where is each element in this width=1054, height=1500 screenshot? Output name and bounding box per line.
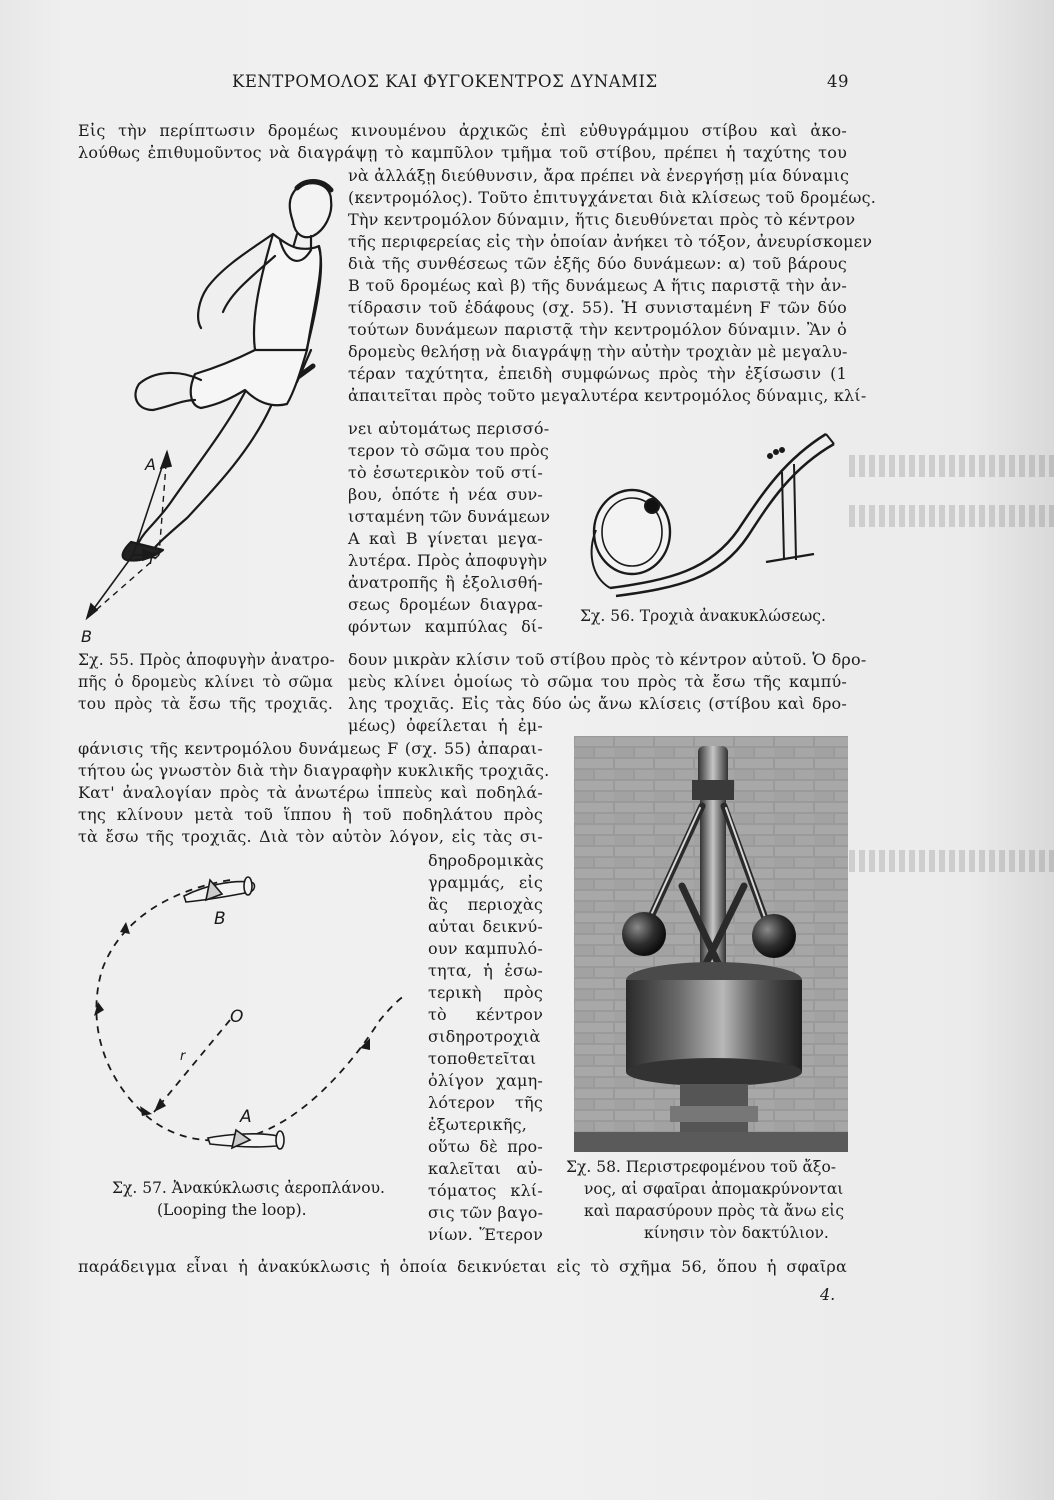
fig55-caption-line: πῆς ὁ δρομεὺς κλίνει τὸ σῶμα [78, 673, 333, 691]
fig55-caption-line: του πρὸς τὰ ἔσω τῆς τροχιᾶς. [78, 695, 333, 713]
text-line: διὰ τῆς συνθέσεως τῶν ἑξῆς δύο δυνάμεων: α) τοῦ βάρους [348, 254, 847, 273]
fig58-caption-line: κίνησιν τὸν δακτύλιον. [644, 1224, 829, 1242]
bleed-through-mark [849, 505, 1054, 527]
text-line: ὀλίγον χαμη- [428, 1071, 543, 1090]
text-line: ουν καμπυλό- [428, 939, 543, 958]
fig55-runner-illustration [75, 170, 335, 655]
fig57-caption-line: (Looping the loop). [157, 1201, 307, 1219]
text-line: ἐξωτερικῆς, [428, 1115, 528, 1134]
text-line: σιδηροτροχιὰ [428, 1027, 541, 1046]
text-line: σεως δρομέων διαγρα- [348, 595, 543, 614]
text-line: ἀπαιτεῖται πρὸς τοῦτο μεγαλυτέρα κεντρομόλος δύναμις, κλί- [348, 386, 867, 405]
text-line: Α καὶ Β γίνεται μεγα- [348, 529, 543, 548]
fig56-caption: Σχ. 56. Τροχιὰ ἀνακυκλώσεως. [580, 607, 826, 625]
text-line: τητα, ἡ ἐσω- [428, 961, 543, 980]
text-line: τὸ ἐσωτερικὸν τοῦ στί- [348, 463, 543, 482]
text-line: τῆς περιφερείας εἰς τὴν ὁποίαν ἀνήκει τὸ τόξον, ἀνευρίσκομεν [348, 232, 873, 251]
text-line: λυτέρα. Πρὸς ἀποφυγὴν [348, 551, 548, 570]
text-line: αὐται δεικνύ- [428, 917, 543, 936]
text-line: λης τροχιᾶς. Εἰς τὰς δύο ὡς ἄνω κλίσεις (στίβου καὶ δρο- [348, 694, 847, 713]
text-line: δηροδρομικὰς [428, 851, 544, 870]
fig58-governor-photo [574, 736, 848, 1152]
text-line: Κατ' ἀναλογίαν πρὸς τὰ ἀνωτέρω ἱππεὺς καὶ ποδηλά- [78, 783, 543, 802]
text-line: νίων. Ἕτερον [428, 1225, 543, 1244]
text-line: της κλίνουν μετὰ τοῦ ἵππου ἢ τοῦ ποδηλάτου πρὸς [78, 805, 543, 824]
text-line: Β τοῦ δρομέως καὶ β) τῆς δυνάμεως Α ἥτις παριστᾷ τὴν ἀν- [348, 276, 847, 295]
bleed-through-mark [849, 455, 1054, 477]
text-line: ἃς περιοχὰς [428, 895, 543, 914]
text-line: τούτων δυνάμεων παριστᾷ τὴν κεντρομόλον δύναμιν. Ἂν ὁ [348, 320, 847, 339]
text-line: βου, ὁπότε ἡ νέα συν- [348, 485, 543, 504]
bleed-through-mark [849, 850, 1054, 872]
signature-mark: 4. [820, 1285, 836, 1304]
text-line: δουν μικρὰν κλίσιν τοῦ στίβου πρὸς τὸ κέντρον αὐτοῦ. Ὁ δρο- [348, 650, 867, 669]
text-line: γραμμάς, εἰς [428, 873, 543, 892]
fig57-label-r: r [180, 1049, 186, 1064]
fig55-caption-line: Σχ. 55. Πρὸς ἀποφυγὴν ἀνατρο- [78, 651, 335, 669]
text-line: δρομεὺς θελήσῃ νὰ διαγράψῃ τὴν αὐτὴν τροχιὰν μὲ μεγαλυ- [348, 342, 848, 361]
fig57-label-b: B [214, 909, 226, 929]
text-line: ισταμένη τῶν δυνάμεων [348, 507, 551, 526]
text-line: τερικὴ πρὸς [428, 983, 543, 1002]
page-number: 49 [827, 72, 849, 91]
text-line: τερον τὸ σῶμα του πρὸς [348, 441, 550, 460]
text-line: Εἰς τὴν περίπτωσιν δρομέως κινουμένου ἀρχικῶς ἐπὶ εὐθυγράμμου στίβου καὶ ἀκο- [78, 121, 847, 140]
running-header: ΚΕΝΤΡΟΜΟΛΟΣ ΚΑΙ ΦΥΓΟΚΕΝΤΡΟΣ ΔΥΝΑΜΙΣ [232, 72, 658, 91]
fig58-caption-line: Σχ. 58. Περιστρεφομένου τοῦ ἄξο- [566, 1158, 837, 1176]
text-line: μέως) ὀφείλεται ἡ ἐμ- [348, 716, 543, 735]
text-line: τόματος κλί- [428, 1181, 543, 1200]
text-line: (κεντρομόλος). Τοῦτο ἐπιτυγχάνεται διὰ κλίσεως τοῦ δρομέως. [348, 188, 877, 207]
text-line: τίδρασιν τοῦ ἐδάφους (σχ. 55). Ἡ συνισταμένη F τῶν δύο [348, 298, 847, 317]
text-line: καλεῖται αὐ- [428, 1159, 543, 1178]
text-line: λούθως ἐπιθυμοῦντος νὰ διαγράψῃ τὸ καμπῦλον τμῆμα τοῦ στίβου, πρέπει ἡ ταχύτης του [78, 143, 847, 162]
text-line: τὰ ἔσω τῆς τροχιᾶς. Διὰ τὸν αὐτὸν λόγον, εἰς τὰς σι- [78, 827, 543, 846]
fig57-label-o: O [230, 1007, 244, 1027]
text-line: Τὴν κεντρομόλον δύναμιν, ἥτις διευθύνεται πρὸς τὸ κέντρον [348, 210, 856, 229]
fig55-label-a: A [145, 455, 156, 474]
text-line: παράδειγμα εἶναι ἡ ἀνακύκλωσις ἡ ὁποία δεικνύεται εἰς τὸ σχῆμα 56, ὅπου ἡ σφαῖρα [78, 1257, 847, 1276]
text-line: νει αὐτομάτως περισσό- [348, 419, 550, 438]
fig57-airplane-loop-diagram [80, 870, 420, 1170]
fig58-caption-line: νος, αἱ σφαῖραι ἀπομακρύνονται [584, 1180, 844, 1198]
text-line: φάνισις τῆς κεντρομόλου δυνάμεως F (σχ. 55) ἀπαραι- [78, 739, 543, 758]
text-line: ἀνατροπῆς ἢ ἐξολισθή- [348, 573, 543, 592]
fig57-caption-line: Σχ. 57. Ἀνακύκλωσις ἀεροπλάνου. [112, 1179, 385, 1197]
fig56-loop-track-illustration [570, 420, 845, 600]
text-line: οὕτω δὲ προ- [428, 1137, 543, 1156]
text-line: τοποθετεῖται [428, 1049, 537, 1068]
text-line: φόντων καμπύλας δί- [348, 617, 543, 636]
text-line: σις τῶν βαγο- [428, 1203, 544, 1222]
fig55-label-b: B [81, 627, 92, 646]
fig57-label-a: A [240, 1107, 252, 1127]
fig55-label-f: F [149, 549, 159, 568]
text-line: τὸ κέντρον [428, 1005, 543, 1024]
text-line: λότερον τῆς [428, 1093, 543, 1112]
text-line: τήτου ὡς γνωστὸν διὰ τὴν διαγραφὴν κυκλικῆς τροχιᾶς. [78, 761, 550, 780]
text-line: νὰ ἀλλάξῃ διεύθυνσιν, ἄρα πρέπει νὰ ἐνεργήσῃ μία δύναμις [348, 166, 850, 185]
text-line: τέραν ταχύτητα, ἐπειδὴ συμφώνως πρὸς τὴν ἐξίσωσιν (1 [348, 364, 847, 383]
text-line: μεὺς κλίνει ὁμοίως τὸ σῶμα του πρὸς τὰ ἔσω τῆς καμπύ- [348, 672, 847, 691]
fig58-caption-line: καὶ παρασύρουν πρὸς τὰ ἄνω εἰς [584, 1202, 845, 1220]
